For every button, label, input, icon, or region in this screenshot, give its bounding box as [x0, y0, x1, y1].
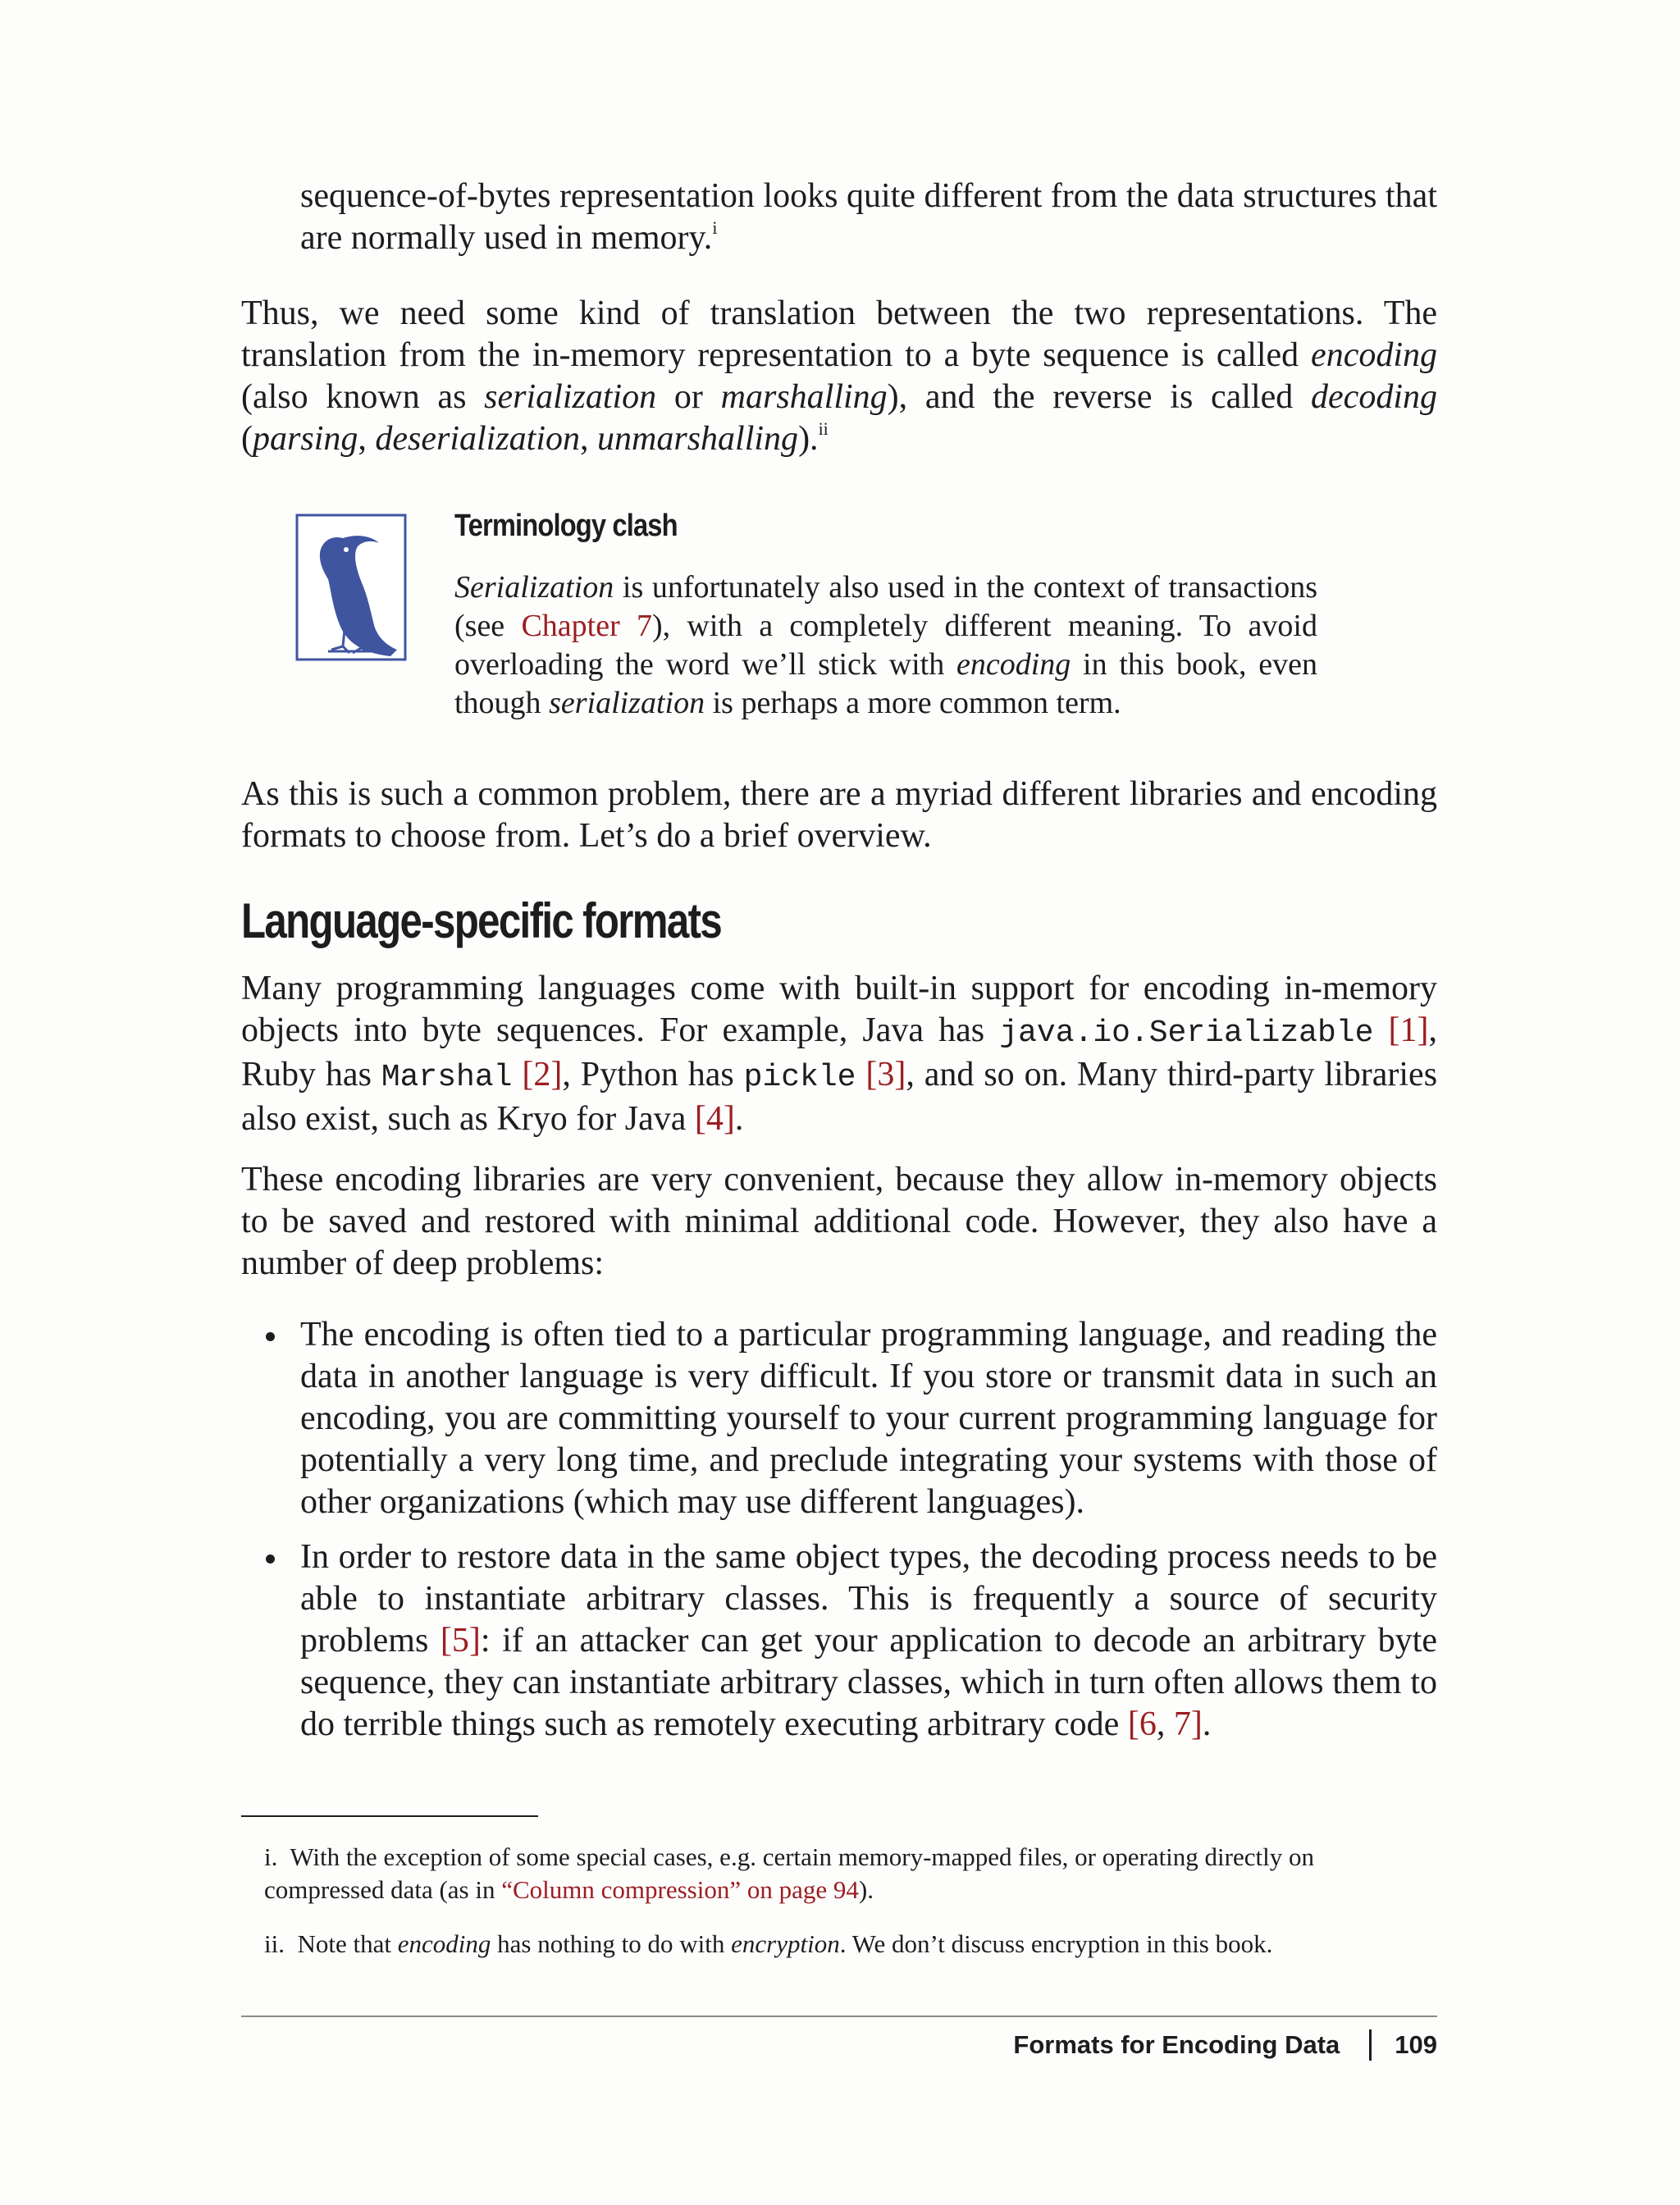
ref-6-link[interactable]: [6 — [1127, 1705, 1157, 1743]
note-title: Terminology clash — [454, 509, 678, 543]
ref-2-link[interactable]: [2] — [522, 1056, 563, 1093]
code-python: pickle — [743, 1060, 856, 1095]
code-ruby: Marshal — [381, 1060, 513, 1095]
bullet-icon — [266, 1554, 275, 1564]
page-footer — [1013, 2029, 1437, 2061]
footnote-rule — [241, 1815, 538, 1817]
running-title: Formats for Encoding Data — [1013, 2030, 1340, 2059]
footnote-marker-ii[interactable]: ii — [818, 418, 829, 439]
list-item: The encoding is often tied to a particular programming language, and reading the data in another language is very difficult. If you store or transmit data in such an encoding, you are committing yourself to your current programming language for potentially a very long time, and preclude integrating your systems with those of other organizations (which may use different languages). — [241, 1314, 1437, 1523]
section-heading: Language-specific formats — [241, 893, 722, 948]
ref-5-link[interactable]: [5] — [440, 1622, 481, 1659]
footnote-marker-i[interactable]: i — [712, 217, 718, 238]
problems-list — [241, 1314, 1437, 1759]
ref-1-link[interactable]: [1] — [1388, 1011, 1429, 1049]
code-java: java.io.Serializable — [999, 1016, 1374, 1051]
footnote-i: i. With the exception of some special cases, e.g. certain memory-mapped files, or operating directly on compressed data (as in “Column compression” on page 94). — [264, 1842, 1314, 1904]
note-body: Serialization is unfortunately also used in the context of transactions (see Chapter 7), with a completely different meaning. To avoid overloading the word we’ll stick with encoding in this book, even though serialization is perhaps a more common term. — [454, 570, 1317, 720]
ref-7-link[interactable]: 7] — [1173, 1705, 1203, 1743]
ref-4-link[interactable]: [4] — [694, 1100, 735, 1138]
bullet-icon — [266, 1332, 275, 1341]
footnote-ii: ii. Note that encoding has nothing to do with encryption. We don’t discuss encryption in this book. — [264, 1929, 1273, 1958]
footer-rule — [241, 2016, 1437, 2017]
paragraph-convenient: These encoding libraries are very convenient, because they allow in-memory objects to be saved and restored with minimal additional code. However, they also have a number of deep problems: — [241, 1161, 1437, 1282]
column-compression-link[interactable]: “Column compression” on page 94 — [501, 1875, 859, 1904]
chapter-7-link[interactable]: Chapter 7 — [521, 609, 652, 643]
ref-3-link[interactable]: [3] — [865, 1056, 906, 1093]
paragraph-continuation: sequence-of-bytes representation looks quite different from the data structures that are normally used in memory.$^i$ — [300, 177, 1437, 257]
paragraph-languages: Many programming languages come with built-in support for encoding in-memory objects into byte sequences. For example, Java has java.io.Serializable [1], Ruby has Marshal [2], Python has pickle [3], and so on. Many third-party libraries also exist, such as Kryo for Java [4]. — [241, 970, 1438, 1138]
page-number: 109 — [1395, 2030, 1437, 2059]
paragraph-common-problem: As this is such a common problem, there are a myriad different libraries and encoding formats to choose from. Let’s do a brief overview. — [241, 775, 1437, 855]
list-item: In order to restore data in the same object types, the decoding process needs to be able to instantiate arbitrary classes. This is frequently a source of security problems [5]: if an attacker can get your application to decode an arbitrary byte sequence, they can instantiate arbitrary classes, which in turn often allows them to do terrible things such as remotely executing arbitrary code [6, 7]. — [241, 1536, 1437, 1746]
bird-note-icon — [295, 514, 407, 661]
paragraph-translation: Thus, we need some kind of translation between the two representations. The translation from the in-memory representation to a byte sequence is called encoding (also known as serialization or marshalling), and the reverse is called decoding (parsing, deserialization, unmarshalling).$^{ii}$ — [241, 294, 1437, 458]
footer-separator — [1369, 2029, 1372, 2061]
